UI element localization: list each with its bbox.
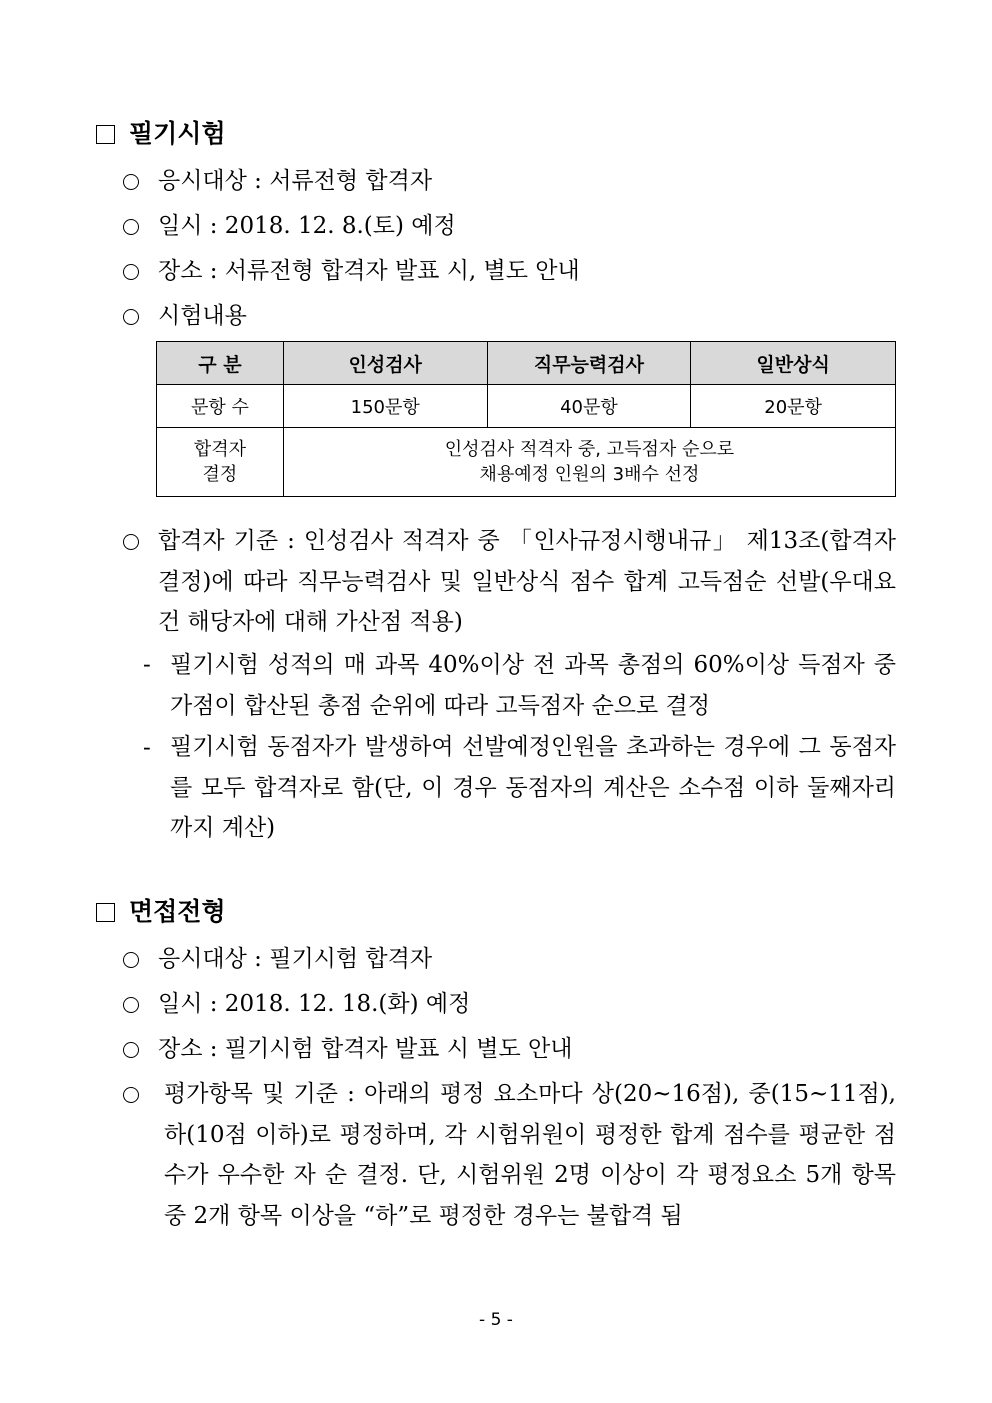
section-title-written-exam	[96, 119, 226, 149]
cell-text-line: 채용예정 인원의 3배수 선정	[479, 464, 700, 485]
pass-criteria-paragraph: 합격자 기준 : 인성검사 적격자 중 「인사규정시행내규」 제13조(합격자 결정)에 따라 직무능력검사 및 일반상식 점수 합계 고득점순 선발(우대요건 해당자에 대해 가산점 적용)	[158, 528, 896, 635]
circle-bullet-icon	[123, 264, 139, 280]
table-cell	[157, 428, 284, 497]
table-cell: 20문항	[691, 385, 896, 428]
checkbox-square-icon	[96, 125, 115, 144]
section-title-text: 면접전형	[129, 897, 226, 926]
table-header-cell: 일반상식	[691, 342, 896, 385]
sub-item-paragraph: 필기시험 동점자가 발생하여 선발예정인원을 초과하는 경우에 그 동점자를 모두 합격자로 함(단, 이 경우 동점자의 계산은 소수점 이하 둘째자리까지 계산)	[170, 734, 896, 841]
checkbox-square-icon	[96, 903, 115, 922]
table-header-cell: 구 분	[157, 342, 284, 385]
exam-content-table	[156, 341, 896, 497]
location-item: 장소 : 서류전형 합격자 발표 시, 별도 안내	[158, 258, 580, 284]
table-header-cell: 직무능력검사	[487, 342, 691, 385]
page-number: - 5 -	[479, 1310, 513, 1330]
eligibility-item: 응시대상 : 필기시험 합격자	[158, 946, 433, 972]
evaluation-criteria-paragraph: 평가항목 및 기준 : 아래의 평정 요소마다 상(20~16점), 중(15~11점), 하(10점 이하)로 평정하며, 각 시험위원이 평정한 합계 점수를 평균한 점수가 우수한 자 순 결정. 단, 시험위원 2명 이상이 각 평정요소 5개 항목 중 2개 항목 이상을 “하”로 평정한 경우는 불합격 됨	[164, 1081, 896, 1229]
cell-text-line: 인성검사 적격자 중, 고득점자 순으로	[444, 439, 735, 460]
date-item: 일시 : 2018. 12. 18.(화) 예정	[158, 991, 471, 1017]
table-cell-merged	[283, 428, 895, 497]
cell-text-line: 합격자	[193, 439, 246, 460]
cell-text-line: 결정	[202, 464, 238, 485]
table-header-cell: 인성검사	[283, 342, 487, 385]
table-row	[157, 385, 896, 428]
table-cell: 150문항	[283, 385, 487, 428]
circle-bullet-icon	[123, 174, 139, 190]
table-row	[157, 428, 896, 497]
eligibility-item: 응시대상 : 서류전형 합격자	[158, 168, 433, 194]
date-item: 일시 : 2018. 12. 8.(토) 예정	[158, 213, 456, 239]
circle-bullet-icon	[123, 997, 139, 1013]
circle-bullet-icon	[123, 534, 139, 550]
section-title-text: 필기시험	[129, 119, 226, 148]
section-title-interview	[96, 897, 226, 927]
dash-bullet: -	[143, 652, 151, 678]
circle-bullet-icon	[123, 1087, 139, 1103]
circle-bullet-icon	[123, 219, 139, 235]
table-cell: 문항 수	[157, 385, 284, 428]
table-header-row	[157, 342, 896, 385]
circle-bullet-icon	[123, 952, 139, 968]
dash-bullet: -	[143, 735, 151, 761]
circle-bullet-icon	[123, 1042, 139, 1058]
circle-bullet-icon	[123, 309, 139, 325]
exam-content-item: 시험내용	[158, 303, 247, 329]
table-cell: 40문항	[487, 385, 691, 428]
sub-item-paragraph: 필기시험 성적의 매 과목 40%이상 전 과목 총점의 60%이상 득점자 중 가점이 합산된 총점 순위에 따라 고득점자 순으로 결정	[170, 652, 896, 719]
location-item: 장소 : 필기시험 합격자 발표 시 별도 안내	[158, 1036, 573, 1062]
